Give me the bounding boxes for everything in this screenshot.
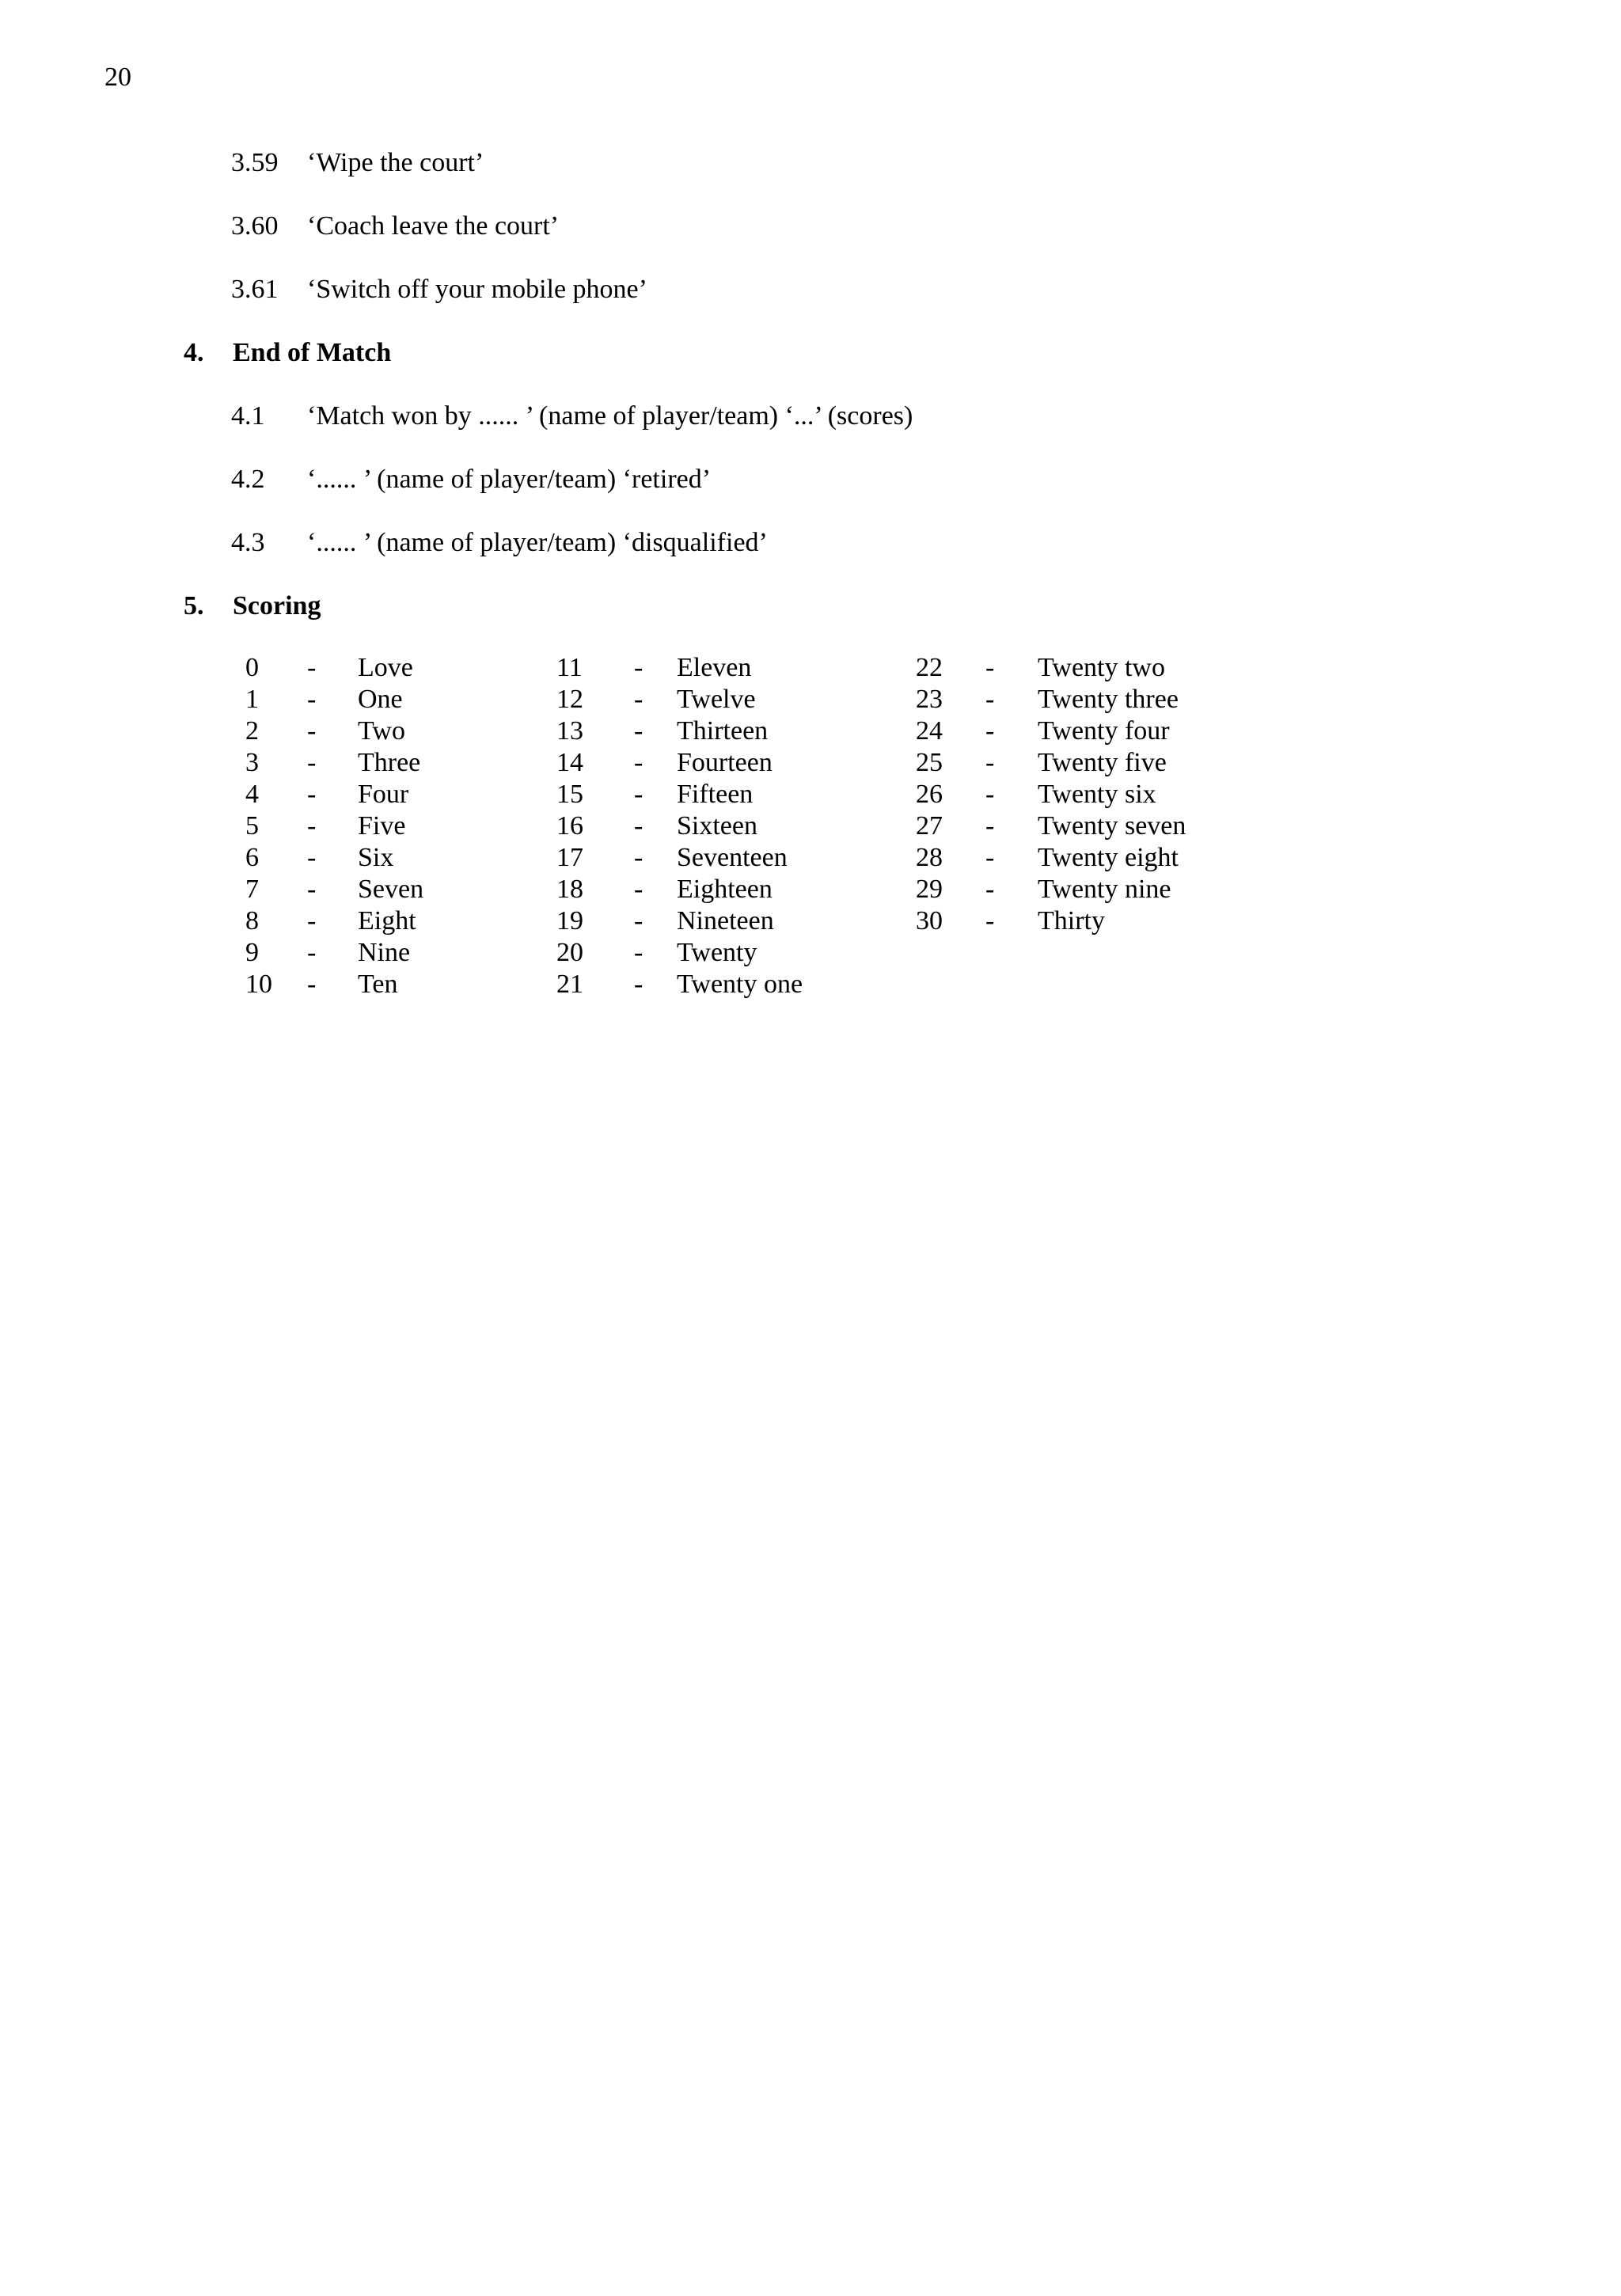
score-number: 1 bbox=[245, 685, 259, 714]
score-dash: - bbox=[307, 875, 317, 904]
score-dash: - bbox=[634, 653, 643, 682]
call-number: 3.59 bbox=[231, 148, 279, 177]
score-dash: - bbox=[985, 653, 995, 682]
score-word: Twenty two bbox=[1038, 653, 1165, 682]
score-word: Twenty eight bbox=[1038, 843, 1179, 872]
score-word: Twenty one bbox=[677, 970, 803, 999]
score-word: Ten bbox=[358, 970, 398, 999]
call-text: ‘Coach leave the court’ bbox=[307, 211, 560, 241]
score-word: Thirty bbox=[1038, 906, 1105, 935]
score-word: Twenty bbox=[677, 938, 757, 967]
score-number: 4 bbox=[245, 780, 259, 809]
score-word: Twelve bbox=[677, 685, 756, 714]
score-word: Three bbox=[358, 748, 421, 777]
score-word: Four bbox=[358, 780, 409, 809]
score-word: Five bbox=[358, 811, 406, 841]
score-number: 26 bbox=[916, 780, 943, 809]
score-word: Thirteen bbox=[677, 716, 769, 746]
score-dash: - bbox=[307, 780, 317, 809]
score-number: 25 bbox=[916, 748, 943, 777]
score-number: 16 bbox=[556, 811, 583, 841]
score-dash: - bbox=[985, 875, 995, 904]
score-number: 23 bbox=[916, 685, 943, 714]
score-dash: - bbox=[985, 716, 995, 746]
score-word: One bbox=[358, 685, 403, 714]
score-number: 12 bbox=[556, 685, 583, 714]
score-dash: - bbox=[985, 780, 995, 809]
score-dash: - bbox=[634, 748, 643, 777]
call-item bbox=[231, 211, 559, 242]
score-word: Eight bbox=[358, 906, 416, 935]
call-text: ‘...... ’ (name of player/team) ‘disqualified’ bbox=[307, 528, 768, 557]
score-word: Six bbox=[358, 843, 394, 872]
score-number: 0 bbox=[245, 653, 259, 682]
score-number: 14 bbox=[556, 748, 583, 777]
score-dash: - bbox=[307, 716, 317, 746]
score-dash: - bbox=[634, 875, 643, 904]
score-word: Seventeen bbox=[677, 843, 788, 872]
call-item bbox=[231, 274, 647, 306]
score-word: Twenty five bbox=[1038, 748, 1167, 777]
score-number: 6 bbox=[245, 843, 259, 872]
score-dash: - bbox=[634, 780, 643, 809]
score-dash: - bbox=[307, 938, 317, 967]
score-dash: - bbox=[634, 811, 643, 841]
score-number: 15 bbox=[556, 780, 583, 809]
call-text: ‘...... ’ (name of player/team) ‘retired’ bbox=[307, 465, 712, 494]
score-word: Twenty six bbox=[1038, 780, 1156, 809]
score-dash: - bbox=[985, 811, 995, 841]
section-heading-scoring bbox=[184, 590, 321, 622]
score-word: Nine bbox=[358, 938, 411, 967]
call-number: 3.61 bbox=[231, 275, 279, 304]
score-word: Love bbox=[358, 653, 413, 682]
call-item bbox=[231, 400, 913, 432]
score-number: 22 bbox=[916, 653, 943, 682]
score-dash: - bbox=[634, 843, 643, 872]
score-dash: - bbox=[307, 748, 317, 777]
score-word: Twenty nine bbox=[1038, 875, 1171, 904]
score-dash: - bbox=[634, 970, 643, 999]
score-dash: - bbox=[307, 906, 317, 935]
score-dash: - bbox=[985, 843, 995, 872]
score-number: 29 bbox=[916, 875, 943, 904]
score-number: 18 bbox=[556, 875, 583, 904]
score-number: 13 bbox=[556, 716, 583, 746]
score-dash: - bbox=[307, 685, 317, 714]
score-number: 17 bbox=[556, 843, 583, 872]
score-dash: - bbox=[634, 938, 643, 967]
score-number: 5 bbox=[245, 811, 259, 841]
page-number: 20 bbox=[104, 63, 131, 92]
score-number: 11 bbox=[556, 653, 583, 682]
score-word: Fifteen bbox=[677, 780, 754, 809]
score-word: Fourteen bbox=[677, 748, 773, 777]
score-dash: - bbox=[985, 748, 995, 777]
call-text: ‘Switch off your mobile phone’ bbox=[307, 275, 647, 304]
call-item bbox=[231, 464, 711, 495]
score-number: 27 bbox=[916, 811, 943, 841]
score-dash: - bbox=[985, 685, 995, 714]
score-dash: - bbox=[307, 843, 317, 872]
section-title: Scoring bbox=[233, 591, 321, 620]
call-number: 4.2 bbox=[231, 465, 265, 494]
call-text: ‘Match won by ...... ’ (name of player/team) ‘...’ (scores) bbox=[307, 401, 913, 431]
score-dash: - bbox=[307, 811, 317, 841]
section-title: End of Match bbox=[233, 338, 392, 367]
call-number: 4.3 bbox=[231, 528, 265, 557]
score-word: Sixteen bbox=[677, 811, 757, 841]
score-word: Two bbox=[358, 716, 405, 746]
score-word: Twenty three bbox=[1038, 685, 1179, 714]
score-number: 19 bbox=[556, 906, 583, 935]
score-number: 10 bbox=[245, 970, 272, 999]
section-heading-end-of-match bbox=[184, 337, 391, 369]
score-dash: - bbox=[307, 970, 317, 999]
section-number: 5. bbox=[184, 591, 204, 620]
score-word: Eleven bbox=[677, 653, 752, 682]
section-number: 4. bbox=[184, 338, 204, 367]
score-number: 8 bbox=[245, 906, 259, 935]
score-word: Eighteen bbox=[677, 875, 773, 904]
score-dash: - bbox=[634, 906, 643, 935]
call-number: 4.1 bbox=[231, 401, 265, 431]
score-number: 9 bbox=[245, 938, 259, 967]
score-dash: - bbox=[634, 716, 643, 746]
score-dash: - bbox=[634, 685, 643, 714]
call-number: 3.60 bbox=[231, 211, 279, 241]
score-number: 21 bbox=[556, 970, 583, 999]
score-dash: - bbox=[307, 653, 317, 682]
call-text: ‘Wipe the court’ bbox=[307, 148, 484, 177]
score-word: Nineteen bbox=[677, 906, 774, 935]
score-number: 30 bbox=[916, 906, 943, 935]
score-number: 7 bbox=[245, 875, 259, 904]
score-word: Twenty seven bbox=[1038, 811, 1186, 841]
score-number: 2 bbox=[245, 716, 259, 746]
score-number: 28 bbox=[916, 843, 943, 872]
score-number: 20 bbox=[556, 938, 583, 967]
score-word: Seven bbox=[358, 875, 424, 904]
score-dash: - bbox=[985, 906, 995, 935]
score-number: 24 bbox=[916, 716, 943, 746]
score-number: 3 bbox=[245, 748, 259, 777]
call-item bbox=[231, 527, 768, 559]
call-item bbox=[231, 147, 484, 179]
score-word: Twenty four bbox=[1038, 716, 1170, 746]
